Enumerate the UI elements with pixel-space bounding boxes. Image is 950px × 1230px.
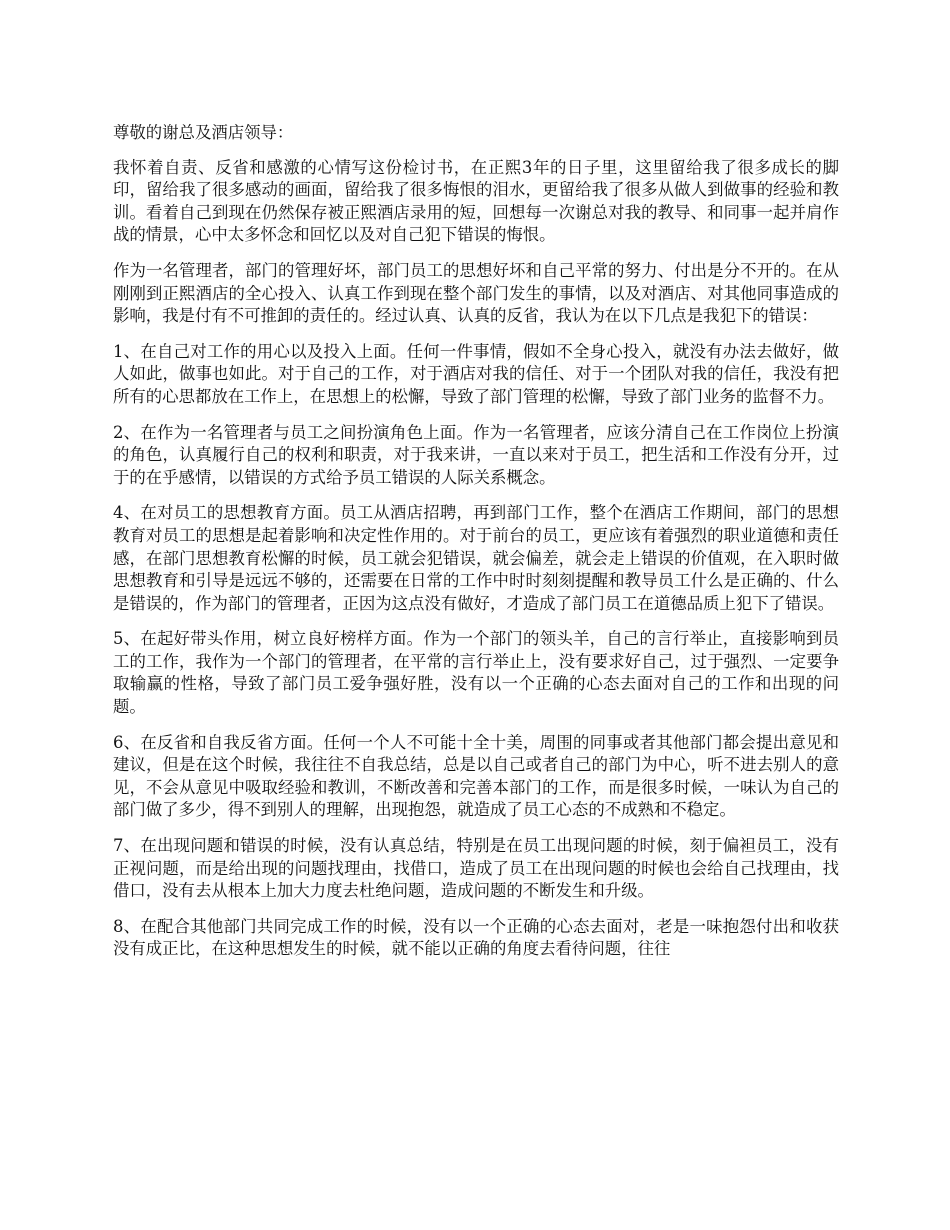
paragraph-point-8: 8、在配合其他部门共同完成工作的时候，没有以一个正确的心态去面对，老是一味抱怨付出和收获没有成正比，在这种思想发生的时候，就不能以正确的角度去看待问题，往往 bbox=[113, 916, 839, 959]
paragraph-point-7: 7、在出现问题和错误的时候，没有认真总结，特别是在员工出现问题的时候，刻于偏袒员工，没有正视问题，而是给出现的问题找理由，找借口，造成了员工在出现问题的时候也会给自己找理由，找借口，没有去从根本上加大力度去杜绝问题，造成问题的不断发生和升级。 bbox=[113, 836, 839, 901]
paragraph-point-6: 6、在反省和自我反省方面。任何一个人不可能十全十美，周围的同事或者其他部门都会提出意见和建议，但是在这个时候，我往往不自我总结，总是以自己或者自己的部门为中心，听不进去别人的意见，不会从意见中吸取经验和教训，不断改善和完善本部门的工作，而是很多时候，一味认为自己的部门做了多少，得不到别人的理解，出现抱怨，就造成了员工心态的不成熟和不稳定。 bbox=[113, 732, 839, 820]
document-page bbox=[113, 122, 839, 974]
paragraph-responsibility: 作为一名管理者，部门的管理好坏，部门员工的思想好坏和自己平常的努力、付出是分不开的。在从刚刚到正熙酒店的全心投入、认真工作到现在整个部门发生的事情，以及对酒店、对其他同事造成的影响，我是付有不可推卸的责任的。经过认真、认真的反省，我认为在以下几点是我犯下的错误： bbox=[113, 260, 839, 326]
paragraph-point-4: 4、在对员工的思想教育方面。员工从酒店招聘，再到部门工作，整个在酒店工作期间，部门的思想教育对员工的思想是起着影响和决定性作用的。对于前台的员工，更应该有着强烈的职业道德和责任感，在部门思想教育松懈的时候，员工就会犯错误，就会偏差，就会走上错误的价值观，在入职时做思想教育和引导是远远不够的，还需要在日常的工作中时时刻刻提醒和教导员工什么是正确的、什么是错误的，作为部门的管理者，正因为这点没有做好，才造成了部门员工在道德品质上犯下了错误。 bbox=[113, 503, 839, 613]
paragraph-point-2: 2、在作为一名管理者与员工之间扮演角色上面。作为一名管理者，应该分清自己在工作岗位上扮演的角色，认真履行自己的权利和职责，对于我来讲，一直以来对于员工，把生活和工作没有分开，过于的在乎感情，以错误的方式给予员工错误的人际关系概念。 bbox=[113, 422, 839, 487]
paragraph-point-5: 5、在起好带头作用，树立良好榜样方面。作为一个部门的领头羊，自己的言行举止，直接影响到员工的工作，我作为一个部门的管理者，在平常的言行举止上，没有要求好自己，过于强烈、一定要争取输赢的性格，导致了部门员工爱争强好胜，没有以一个正确的心态去面对自己的工作和出现的问题。 bbox=[113, 629, 839, 717]
paragraph-intro: 我怀着自责、反省和感激的心情写这份检讨书，在正熙3年的日子里，这里留给我了很多成长的脚印，留给我了很多感动的画面，留给我了很多悔恨的泪水，更留给我了很多从做人到做事的经验和教训。看着自己到现在仍然保存被正熙酒店录用的短，回想每一次谢总对我的教导、和同事一起并肩作战的情景，心中太多怀念和回忆以及对自己犯下错误的悔恨。 bbox=[113, 157, 839, 245]
paragraph-point-1: 1、在自己对工作的用心以及投入上面。任何一件事情，假如不全身心投入，就没有办法去做好，做人如此，做事也如此。对于自己的工作，对于酒店对我的信任、对于一个团队对我的信任，我没有把所有的心思都放在工作上，在思想上的松懈，导致了部门管理的松懈，导致了部门业务的监督不力。 bbox=[113, 341, 839, 406]
salutation: 尊敬的谢总及酒店领导： bbox=[113, 123, 294, 142]
